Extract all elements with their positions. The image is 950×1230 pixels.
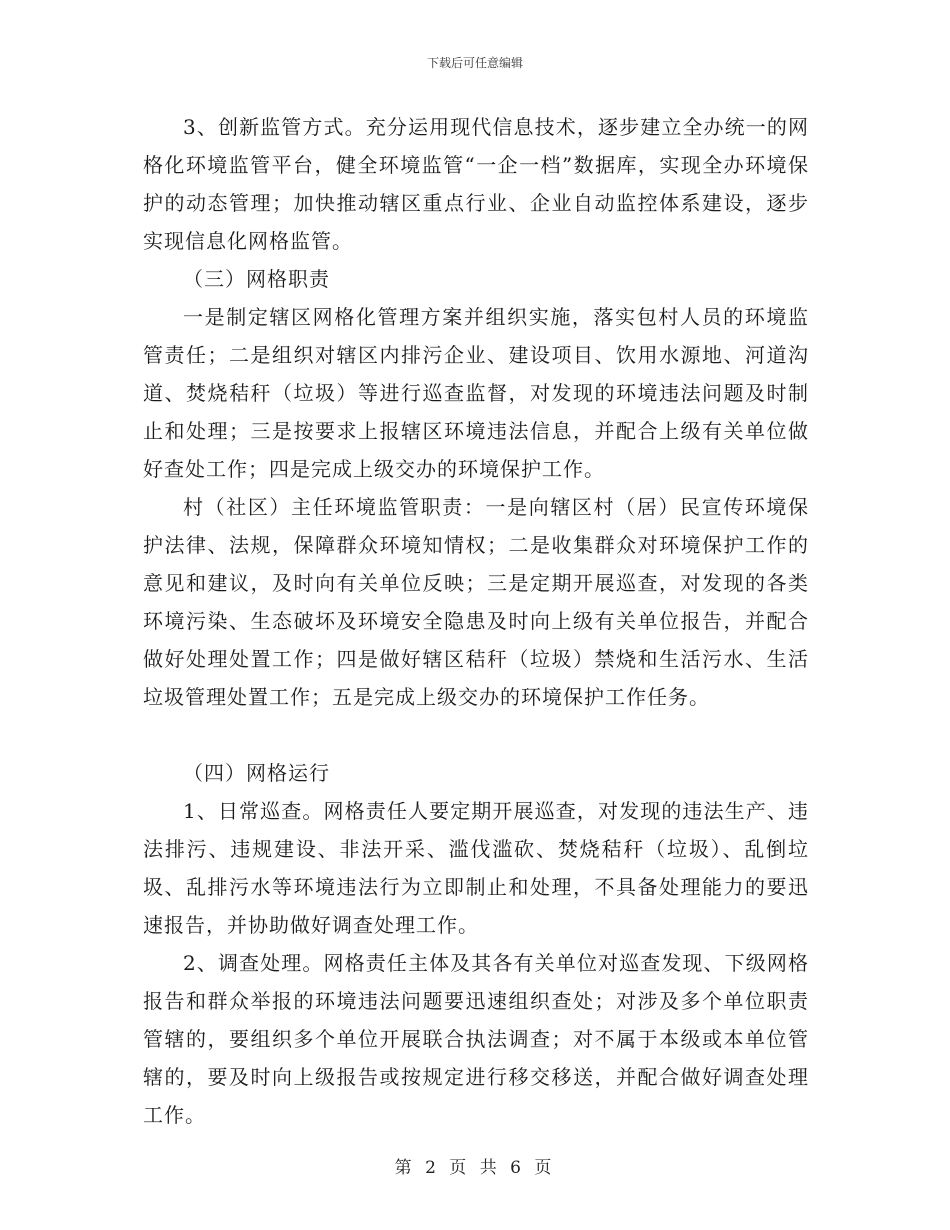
paragraph-investigation: 2、调查处理。网格责任主体及其各有关单位对巡查发现、下级网格报告和群众举报的环境违法问题要迅速组织查处；对涉及多个单位职责管辖的，要组织多个单位开展联合执法调查；对不属于本级或本单位管辖的，要及时向上级报告或按规定进行移交移送，并配合做好调查处理工作。: [143, 951, 809, 1127]
document-body: [143, 108, 809, 1134]
paragraph-grid-duties: 一是制定辖区网格化管理方案并组织实施，落实包村人员的环境监管责任；二是组织对辖区内排污企业、建设项目、饮用水源地、河道沟道、焚烧秸秆（垃圾）等进行巡查监督，对发现的环境违法问题及时制止和处理；三是按要求上报辖区环境违法信息，并配合上级有关单位做好查处工作；四是完成上级交办的环境保护工作。: [143, 305, 809, 481]
page-number-footer: 第 2 页 共 6 页: [394, 1158, 556, 1178]
paragraph-village-director-duties: 村（社区）主任环境监管职责：一是向辖区村（居）民宣传环境保护法律、法规，保障群众环境知情权；二是收集群众对环境保护工作的意见和建议，及时向有关单位反映；三是定期开展巡查，对发现的各类环境污染、生态破坏及环境安全隐患及时向上级有关单位报告，并配合做好处理处置工作；四是做好辖区秸秆（垃圾）禁烧和生活污水、生活垃圾管理处置工作；五是完成上级交办的环境保护工作任务。: [143, 495, 809, 709]
paragraph-daily-patrol: 1、日常巡查。网格责任人要定期开展巡查，对发现的违法生产、违法排污、违规建设、非法开采、滥伐滥砍、焚烧秸秆（垃圾）、乱倒垃圾、乱排污水等环境违法行为立即制止和处理，不具备处理能力的要迅速报告，并协助做好调查处理工作。: [143, 799, 809, 937]
section-heading-grid-duties: （三）网格职责: [183, 267, 330, 291]
paragraph-innovate-supervision: 3、创新监管方式。充分运用现代信息技术，逐步建立全办统一的网格化环境监管平台，健全环境监管“一企一档”数据库，实现全办环境保护的动态管理；加快推动辖区重点行业、企业自动监控体系建设，逐步实现信息化网格监管。: [143, 115, 809, 253]
page-header-note: 下载后可任意编辑: [426, 56, 523, 70]
section-heading-grid-operation: （四）网格运行: [183, 761, 330, 785]
